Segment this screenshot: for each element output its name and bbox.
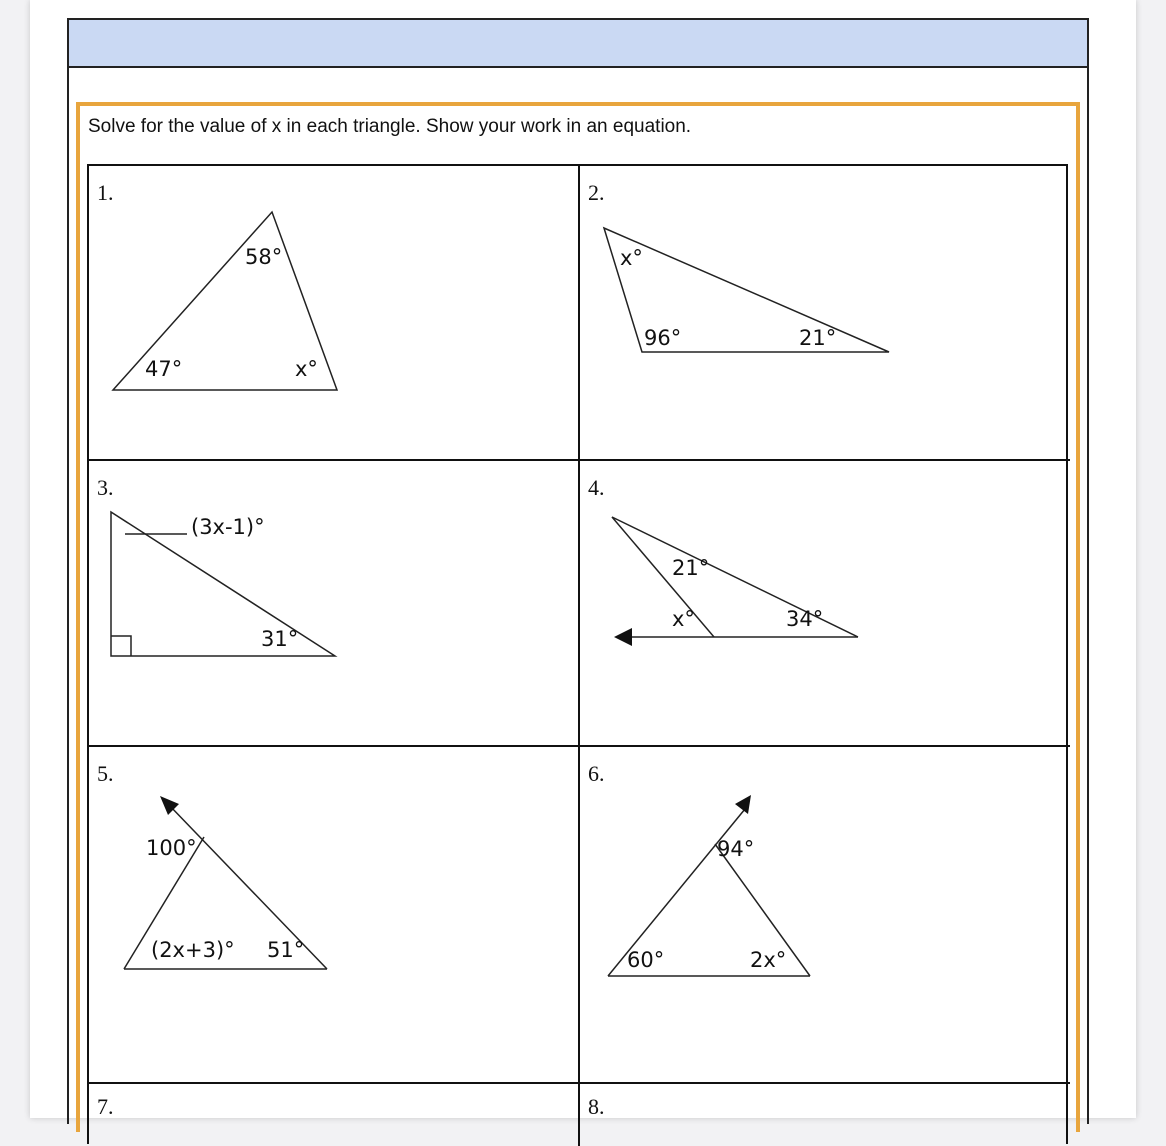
triangle-figure-4 <box>580 461 1070 746</box>
problem-number: 2. <box>588 180 605 205</box>
problem-cell-1 <box>89 166 579 460</box>
problem-cell-5 <box>89 747 579 1083</box>
angle-label-right: 34° <box>786 607 824 631</box>
problem-number: 4. <box>588 475 605 500</box>
triangle-figure-6 <box>580 747 1070 1083</box>
angle-label-exterior: x° <box>672 607 695 631</box>
problem-number: 6. <box>588 761 605 786</box>
angle-label-right: x° <box>295 357 318 381</box>
problem-cell-2 <box>580 166 1070 460</box>
problem-cell-3 <box>89 461 579 746</box>
instructions-text: Solve for the value of x in each triangle. Show your work in an equation. <box>88 116 692 137</box>
angle-label-left: 60° <box>627 948 665 972</box>
triangle-figure-3 <box>89 461 579 746</box>
header-band <box>67 18 1089 68</box>
problem-number: 8. <box>588 1094 605 1119</box>
angle-label-top: 21° <box>672 556 710 580</box>
right-angle-marker <box>111 636 131 656</box>
problem-number: 1. <box>97 180 114 205</box>
angle-label-right: 2x° <box>750 948 787 972</box>
angle-label-bottom-left: (2x+3)° <box>151 938 235 962</box>
arrowhead-left-icon <box>614 628 632 646</box>
angle-label-exterior: 100° <box>146 836 197 860</box>
problem-cell-6 <box>580 747 1070 1083</box>
problem-cell-8 <box>580 1084 1070 1146</box>
angle-label-left: 47° <box>145 357 183 381</box>
triangle-figure-5 <box>89 747 579 1083</box>
problem-cell-4 <box>580 461 1070 746</box>
problem-number: 3. <box>97 475 114 500</box>
problem-number: 5. <box>97 761 114 786</box>
problem-number: 7. <box>97 1094 114 1119</box>
triangle-figure-1 <box>89 166 579 460</box>
problem-grid <box>87 164 1068 1144</box>
angle-label-right: 51° <box>267 938 305 962</box>
problem-cell-7 <box>89 1084 579 1146</box>
angle-label-right: 31° <box>261 627 299 651</box>
angle-label-top: 58° <box>245 245 283 269</box>
angle-label-exterior: (3x-1)° <box>191 515 265 539</box>
angle-label-exterior: 94° <box>717 837 755 861</box>
angle-label-bottom-left: 96° <box>644 326 682 350</box>
angle-label-top: x° <box>620 246 643 270</box>
angle-label-right: 21° <box>799 326 837 350</box>
triangle-figure-2 <box>580 166 1070 460</box>
